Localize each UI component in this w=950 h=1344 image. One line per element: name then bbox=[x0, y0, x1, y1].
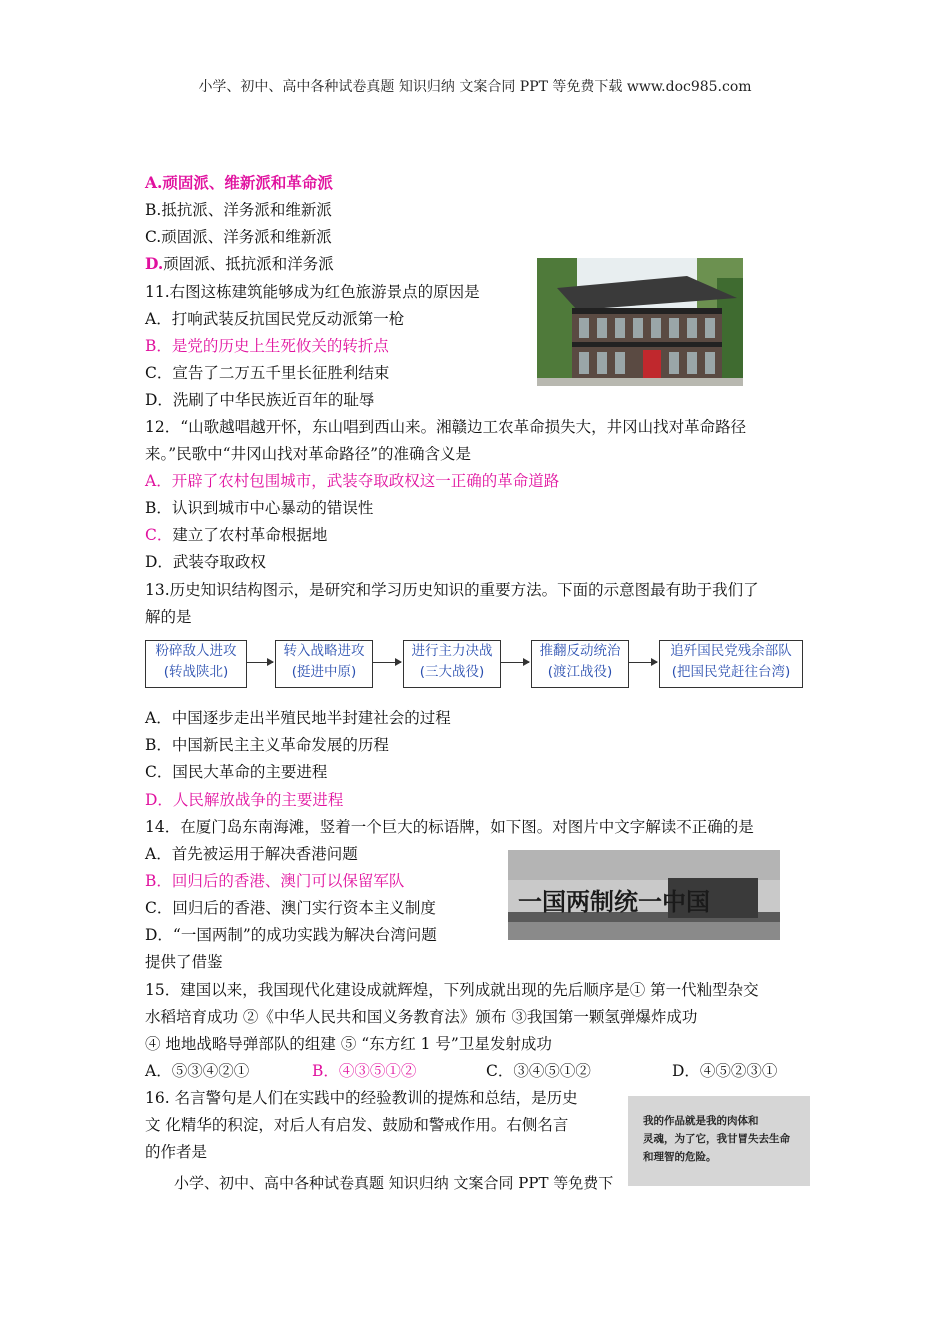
q12-option-c bbox=[145, 525, 327, 545]
flow-arrow bbox=[247, 662, 273, 663]
q13-option-a: A．中国逐步走出半殖民地半封建社会的过程 bbox=[145, 709, 451, 727]
q14-option-c: C．回归后的香港、澳门实行资本主义制度 bbox=[145, 899, 436, 917]
flow-step-4-title: 推翻反动统治 bbox=[539, 643, 621, 659]
q15-stem-line3: ④ 地地战略导弹部队的组建 ⑤ “东方红 1 号”卫星发射成功 bbox=[145, 1035, 552, 1053]
flow-step-5-title: 追歼国民党残余部队 bbox=[670, 643, 792, 659]
q15-option-b: B．④③⑤①② bbox=[312, 1062, 417, 1080]
q10-option-c: C.顽固派、洋务派和维新派 bbox=[145, 228, 332, 246]
q15-stem-line2: 水稻培育成功 ②《中华人民共和国义务教育法》颁布 ③我国第一颗氢弹爆炸成功 bbox=[145, 1008, 698, 1026]
flow-arrow bbox=[629, 662, 657, 663]
flow-step-2-title: 转入战略进攻 bbox=[283, 643, 365, 659]
flow-step-4-note: (渡江战役) bbox=[547, 664, 613, 680]
flow-step-2 bbox=[275, 640, 373, 688]
q10-option-a: A.顽固派、维新派和革命派 bbox=[145, 173, 333, 192]
q15-option-c: C．③④⑤①② bbox=[486, 1062, 591, 1080]
q14-option-d-line2: 提供了借鉴 bbox=[145, 953, 223, 971]
q12-stem-line1: 12．“山歌越唱越开怀，东山唱到西山来。湘赣边工农革命损失大，井冈山找对革命路径 bbox=[145, 418, 747, 436]
page-header: 小学、初中、高中各种试卷真题 知识归纳 文案合同 PPT 等免费下载 www.doc985.com bbox=[198, 79, 752, 95]
flow-step-3 bbox=[403, 640, 501, 688]
q14-option-d-line1: D．“一国两制”的成功实践为解决台湾问题 bbox=[145, 926, 437, 944]
q13-stem-line2: 解的是 bbox=[145, 608, 192, 626]
q10-option-d-letter: D. bbox=[145, 254, 164, 273]
flow-step-1 bbox=[145, 640, 247, 688]
flow-step-5 bbox=[659, 640, 803, 688]
q12-option-c-text: 建立了农村革命根据地 bbox=[172, 526, 328, 544]
q13-option-d: D．人民解放战争的主要进程 bbox=[145, 791, 344, 809]
q15-option-d: D．④⑤②③① bbox=[672, 1062, 778, 1080]
quote-line-3: 和理智的危险。 bbox=[643, 1151, 717, 1163]
q16-stem-line1: 16. 名言警句是人们在实践中的经验教训的提炼和总结，是历史 bbox=[145, 1089, 578, 1107]
flow-arrow bbox=[501, 662, 529, 663]
q13-option-b: B．中国新民主主义革命发展的历程 bbox=[145, 736, 389, 754]
q16-stem-line3: 的作者是 bbox=[145, 1143, 208, 1161]
flow-step-1-note: (转战陕北) bbox=[163, 664, 229, 680]
flow-step-3-note: (三大战役) bbox=[419, 664, 485, 680]
q12-option-b: B．认识到城市中心暴动的错误性 bbox=[145, 499, 374, 517]
q14-option-b: B．回归后的香港、澳门可以保留军队 bbox=[145, 872, 405, 890]
q16-stem-line2: 文 化精华的积淀，对后人有启发、鼓励和警戒作用。右侧名言 bbox=[145, 1116, 569, 1134]
flow-step-3-title: 进行主力决战 bbox=[411, 643, 493, 659]
war-process-flowchart bbox=[145, 640, 805, 690]
q14-option-a: A．首先被运用于解决香港问题 bbox=[145, 845, 358, 863]
q12-stem-line2: 来。”民歌中“井冈山找对革命路径”的准确含义是 bbox=[145, 445, 472, 463]
flow-arrow bbox=[373, 662, 401, 663]
q13-stem-line1: 13.历史知识结构图示，是研究和学习历史知识的重要方法。下面的示意图最有助于我们了 bbox=[145, 581, 759, 599]
building-photo bbox=[537, 258, 743, 386]
q10-option-d-text: 顽固派、抵抗派和洋务派 bbox=[163, 255, 334, 273]
flow-step-2-note: (挺进中原) bbox=[291, 664, 357, 680]
q11-option-a: A．打响武装反抗国民党反动派第一枪 bbox=[145, 310, 405, 328]
flow-step-4 bbox=[531, 640, 629, 688]
page-footer: 小学、初中、高中各种试卷真题 知识归纳 文案合同 PPT 等免费下 bbox=[174, 1174, 614, 1192]
q12-option-c-letter: C． bbox=[145, 526, 173, 544]
q11-option-b: B．是党的历史上生死攸关的转折点 bbox=[145, 337, 389, 355]
q14-stem: 14．在厦门岛东南海滩，竖着一个巨大的标语牌，如下图。对图片中文字解读不正确的是 bbox=[145, 818, 754, 836]
flow-step-5-note: (把国民党赶往台湾) bbox=[671, 664, 791, 680]
q11-option-d: D．洗刷了中华民族近百年的耻辱 bbox=[145, 391, 375, 409]
quote-image bbox=[628, 1096, 810, 1186]
flow-step-1-title: 粉碎敌人进攻 bbox=[155, 643, 237, 659]
q10-option-b: B.抵抗派、洋务派和维新派 bbox=[145, 201, 332, 219]
slogan-sign-photo bbox=[508, 850, 780, 940]
q15-stem-line1: 15．建国以来，我国现代化建设成就辉煌，下列成就出现的先后顺序是① 第一代籼型杂交 bbox=[145, 981, 759, 999]
q11-stem: 11.右图这栋建筑能够成为红色旅游景点的原因是 bbox=[145, 283, 480, 301]
quote-line-1: 我的作品就是我的肉体和 bbox=[643, 1115, 759, 1127]
q11-option-c: C．宣告了二万五千里长征胜利结束 bbox=[145, 364, 390, 382]
q15-option-a: A．⑤③④②① bbox=[145, 1062, 250, 1080]
slogan-sign-text: 一国两制统一中国 bbox=[518, 888, 710, 916]
q10-option-d bbox=[145, 254, 334, 274]
q12-option-a: A．开辟了农村包围城市，武装夺取政权这一正确的革命道路 bbox=[145, 472, 560, 490]
quote-line-2: 灵魂，为了它，我甘冒失去生命 bbox=[643, 1133, 790, 1145]
q12-option-d: D．武装夺取政权 bbox=[145, 553, 266, 571]
q13-option-c: C．国民大革命的主要进程 bbox=[145, 763, 328, 781]
